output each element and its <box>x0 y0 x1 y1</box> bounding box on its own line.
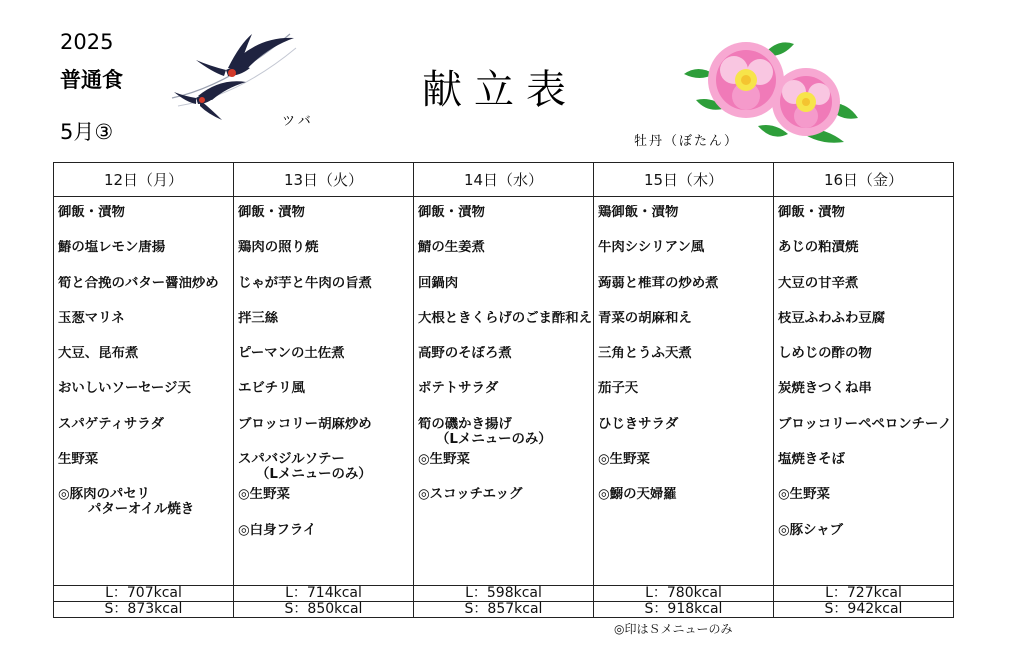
menu-item-name: 玉葱マリネ <box>58 310 125 326</box>
menu-item <box>778 523 953 558</box>
menu-item-name: 枝豆ふわふわ豆腐 <box>778 310 886 326</box>
footnote: ◎印はＳメニューのみ <box>614 622 733 636</box>
menu-item-note: パターオイル焼き <box>88 502 195 518</box>
menu-item-name: ◎生野菜 <box>238 487 290 503</box>
kcal-s: S：873kcal <box>54 602 234 618</box>
menu-item <box>418 452 593 487</box>
menu-item-name: 御飯・漬物 <box>418 205 485 220</box>
swallow-illustration <box>168 26 303 121</box>
menu-item <box>238 276 413 311</box>
menu-item-name: 大根ときくらげのごま酢和え <box>418 310 593 326</box>
kcal-s: S：857kcal <box>414 602 594 618</box>
menu-item <box>778 240 953 275</box>
menu-item <box>58 417 233 452</box>
menu-item-name: 筍の磯かき揚げ <box>418 416 512 432</box>
menu-item <box>238 240 413 275</box>
kcal-l: L：780kcal <box>594 586 774 602</box>
menu-item-name: 牛肉シシリアン風 <box>598 240 705 256</box>
menu-body-row <box>54 197 954 586</box>
menu-item <box>418 240 593 275</box>
day-menu-cell <box>594 197 774 586</box>
menu-item <box>778 311 953 346</box>
kcal-s: S：850kcal <box>234 602 414 618</box>
page-title: 献立表 <box>422 67 578 113</box>
kcal-l: L：598kcal <box>414 586 594 602</box>
menu-item-name: 鯖の生姜煮 <box>418 240 485 256</box>
menu-item <box>598 381 773 416</box>
menu-item <box>418 417 593 452</box>
menu-item-name: おいしいソーセージ天 <box>58 381 191 397</box>
menu-item <box>418 346 593 381</box>
menu-item <box>58 311 233 346</box>
menu-item <box>598 276 773 311</box>
menu-item-name: ◎豚肉のパセリ <box>58 487 151 503</box>
menu-item-name: ◎スコッチエッグ <box>418 487 523 503</box>
menu-item-name: スパバジルソテー <box>238 452 345 468</box>
menu-item <box>238 311 413 346</box>
menu-item-name: じゃが芋と牛肉の旨煮 <box>238 275 372 291</box>
menu-item-name: 御飯・漬物 <box>238 205 305 220</box>
swallow-caption: ツバ <box>282 114 314 129</box>
day-menu-cell <box>774 197 954 586</box>
menu-item <box>238 346 413 381</box>
menu-item <box>598 417 773 452</box>
menu-item-name: 茄子天 <box>598 381 639 397</box>
menu-item <box>598 240 773 275</box>
menu-item-name: 生野菜 <box>58 452 99 468</box>
menu-item-name: 三角とうふ天煮 <box>598 346 692 362</box>
menu-item <box>238 487 413 522</box>
menu-item-name: ブロッコリー胡麻炒め <box>238 416 372 432</box>
menu-item-name: ◎白身フライ <box>238 522 317 538</box>
menu-item-name: 回鍋肉 <box>418 275 459 291</box>
menu-item <box>58 205 233 240</box>
menu-item <box>418 276 593 311</box>
menu-item <box>778 346 953 381</box>
menu-item-name: 高野のそぼろ煮 <box>418 346 512 362</box>
menu-item <box>58 381 233 416</box>
meal-type-label: 普通食 <box>60 68 123 92</box>
day-header: 15日（木） <box>594 163 774 197</box>
menu-item-name: 蒟蒻と椎茸の炒め煮 <box>598 275 719 291</box>
peony-caption: 牡丹（ぼたん） <box>634 134 740 149</box>
kcal-l-row <box>54 586 954 602</box>
menu-item <box>238 523 413 558</box>
menu-item <box>238 381 413 416</box>
menu-item <box>418 381 593 416</box>
menu-item-name: ◎生野菜 <box>778 487 830 503</box>
year-label: 2025 <box>60 30 114 54</box>
day-header: 13日（火） <box>234 163 414 197</box>
kcal-s: S：942kcal <box>774 602 954 618</box>
week-label: 5月③ <box>60 120 114 144</box>
menu-item <box>778 452 953 487</box>
menu-table <box>53 162 954 618</box>
menu-item <box>598 311 773 346</box>
menu-item <box>238 417 413 452</box>
menu-item-name: ポテトサラダ <box>418 381 499 397</box>
menu-item-name: 拌三絲 <box>238 310 279 326</box>
menu-item <box>58 452 233 487</box>
menu-item <box>58 240 233 275</box>
menu-item-name: ◎豚シャブ <box>778 522 843 538</box>
kcal-l: L：714kcal <box>234 586 414 602</box>
menu-item <box>598 205 773 240</box>
menu-item <box>58 276 233 311</box>
menu-item-name: スパゲティサラダ <box>58 416 164 432</box>
menu-item-name: 筍と合挽のバター醤油炒め <box>58 275 219 291</box>
menu-item-name: ひじきサラダ <box>598 416 679 432</box>
kcal-l: L：727kcal <box>774 586 954 602</box>
menu-item-name: 大豆、昆布煮 <box>58 346 139 362</box>
peony-illustration <box>676 30 866 152</box>
menu-item <box>598 346 773 381</box>
menu-item <box>418 487 593 522</box>
menu-item-name: ◎生野菜 <box>598 452 650 468</box>
menu-item-name: 鰆の塩レモン唐揚 <box>58 240 166 256</box>
menu-item <box>418 205 593 240</box>
menu-item-name: 炭焼きつくね串 <box>778 381 872 397</box>
menu-item-note: （Lメニューのみ） <box>436 431 552 447</box>
day-menu-cell <box>54 197 234 586</box>
day-header: 12日（月） <box>54 163 234 197</box>
menu-item <box>778 381 953 416</box>
menu-item-name: 塩焼きそば <box>778 452 845 468</box>
menu-item-name: ブロッコリーペペロンチーノ <box>778 416 952 432</box>
menu-item <box>58 487 233 522</box>
day-menu-cell <box>234 197 414 586</box>
menu-item <box>238 205 413 240</box>
menu-item <box>58 346 233 381</box>
menu-item-name: 青菜の胡麻和え <box>598 310 692 326</box>
menu-item <box>778 487 953 522</box>
menu-item-note: （Lメニューのみ） <box>256 467 372 483</box>
kcal-s: S：918kcal <box>594 602 774 618</box>
menu-item <box>778 205 953 240</box>
day-header: 16日（金） <box>774 163 954 197</box>
menu-item-name: 大豆の甘辛煮 <box>778 275 859 291</box>
kcal-s-row <box>54 602 954 618</box>
menu-item-name: エビチリ風 <box>238 381 305 397</box>
kcal-l: L：707kcal <box>54 586 234 602</box>
menu-item <box>418 311 593 346</box>
menu-item <box>778 417 953 452</box>
menu-item-name: ピーマンの土佐煮 <box>238 346 345 362</box>
day-header: 14日（水） <box>414 163 594 197</box>
menu-item-name: 御飯・漬物 <box>778 205 845 220</box>
menu-item <box>598 452 773 487</box>
menu-item-name: 鶏御飯・漬物 <box>598 205 679 220</box>
menu-item-name: 御飯・漬物 <box>58 205 125 220</box>
menu-item-name: あじの粕漬焼 <box>778 240 859 256</box>
menu-item-name: しめじの酢の物 <box>778 346 872 362</box>
day-menu-cell <box>414 197 594 586</box>
menu-item-name: ◎生野菜 <box>418 452 470 468</box>
menu-item-name: 鶏肉の照り焼 <box>238 240 319 256</box>
menu-item-name: ◎鰯の天婦羅 <box>598 487 677 503</box>
menu-item <box>598 487 773 522</box>
day-header-row <box>54 163 954 197</box>
menu-item <box>778 276 953 311</box>
menu-item <box>238 452 413 487</box>
